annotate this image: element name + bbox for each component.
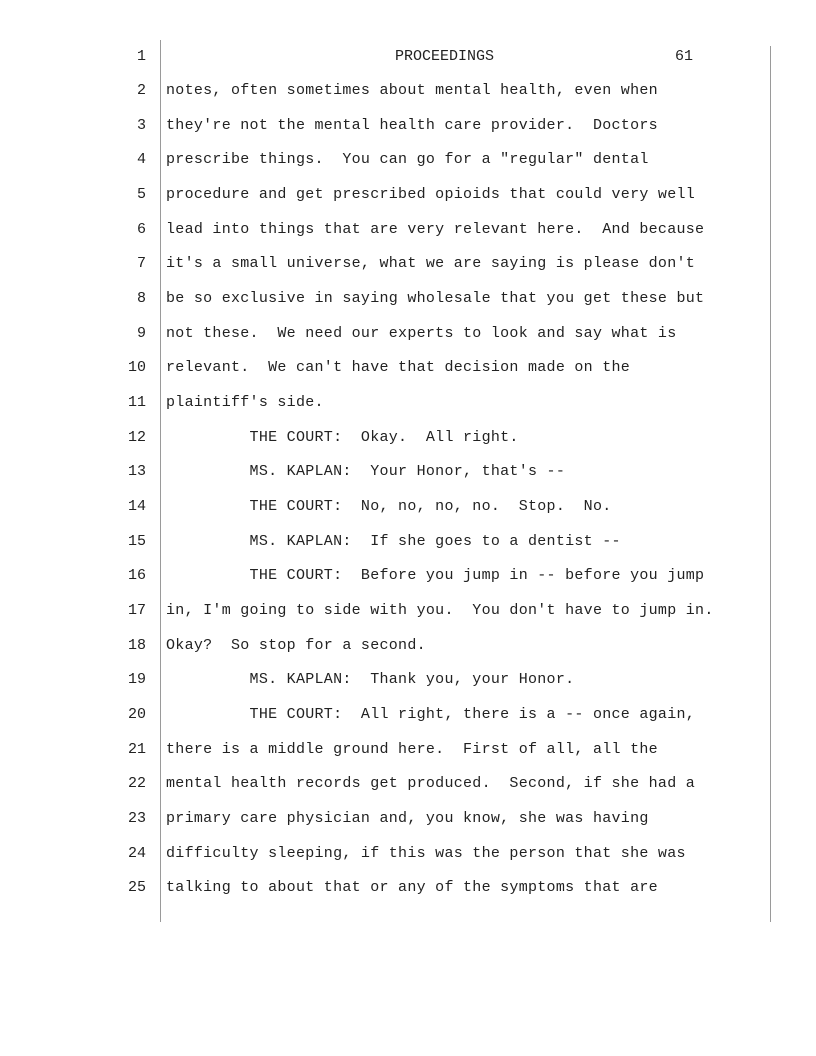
line-text: THE COURT: No, no, no, no. Stop. No. xyxy=(166,498,612,515)
line-number: 15 xyxy=(127,533,146,550)
line-number: 19 xyxy=(127,671,146,688)
page-header-title: PROCEEDINGS xyxy=(395,48,495,65)
line-text: lead into things that are very relevant here. And because xyxy=(166,221,705,238)
transcript-line-6 xyxy=(0,220,816,254)
line-number: 22 xyxy=(127,775,146,792)
transcript-line-13 xyxy=(0,462,816,496)
line-text: it's a small universe, what we are saying is please don't xyxy=(166,255,696,272)
line-number: 8 xyxy=(136,290,146,307)
line-number: 24 xyxy=(127,845,146,862)
line-text: THE COURT: Okay. All right. xyxy=(166,429,519,446)
line-text: notes, often sometimes about mental health, even when xyxy=(166,82,658,99)
line-number: 10 xyxy=(127,359,146,376)
line-number: 6 xyxy=(136,221,146,238)
line-text: plaintiff's side. xyxy=(166,394,324,411)
line-number: 20 xyxy=(127,706,146,723)
line-text: MS. KAPLAN: Your Honor, that's -- xyxy=(166,463,566,480)
line-text: in, I'm going to side with you. You don't have to jump in. xyxy=(166,602,714,619)
line-number: 16 xyxy=(127,567,146,584)
line-text: relevant. We can't have that decision made on the xyxy=(166,359,631,376)
transcript-line-18 xyxy=(0,636,816,670)
transcript-line-1 xyxy=(0,47,816,81)
line-text: prescribe things. You can go for a "regular" dental xyxy=(166,151,649,168)
transcript-line-4 xyxy=(0,150,816,184)
transcript-line-16 xyxy=(0,566,816,600)
transcript-line-11 xyxy=(0,393,816,427)
line-number: 25 xyxy=(127,879,146,896)
line-number: 17 xyxy=(127,602,146,619)
transcript-line-25 xyxy=(0,878,816,912)
line-text: be so exclusive in saying wholesale that you get these but xyxy=(166,290,705,307)
transcript-line-20 xyxy=(0,705,816,739)
line-text: mental health records get produced. Second, if she had a xyxy=(166,775,696,792)
transcript-line-24 xyxy=(0,844,816,878)
line-text: Okay? So stop for a second. xyxy=(166,637,426,654)
line-number: 2 xyxy=(136,82,146,99)
line-number: 3 xyxy=(136,117,146,134)
line-text: they're not the mental health care provider. Doctors xyxy=(166,117,658,134)
transcript-line-5 xyxy=(0,185,816,219)
line-number: 18 xyxy=(127,637,146,654)
transcript-line-22 xyxy=(0,774,816,808)
line-text: THE COURT: All right, there is a -- once again, xyxy=(166,706,696,723)
line-text: MS. KAPLAN: If she goes to a dentist -- xyxy=(166,533,621,550)
line-text: not these. We need our experts to look and say what is xyxy=(166,325,677,342)
line-number: 11 xyxy=(127,394,146,411)
line-number: 14 xyxy=(127,498,146,515)
transcript-line-7 xyxy=(0,254,816,288)
line-number: 21 xyxy=(127,741,146,758)
line-text: MS. KAPLAN: Thank you, your Honor. xyxy=(166,671,575,688)
line-number: 13 xyxy=(127,463,146,480)
transcript-line-17 xyxy=(0,601,816,635)
transcript-line-12 xyxy=(0,428,816,462)
line-number: 23 xyxy=(127,810,146,827)
transcript-line-19 xyxy=(0,670,816,704)
line-number: 9 xyxy=(136,325,146,342)
transcript-line-15 xyxy=(0,532,816,566)
transcript-line-23 xyxy=(0,809,816,843)
transcript-line-10 xyxy=(0,358,816,392)
transcript-line-2 xyxy=(0,81,816,115)
line-text: procedure and get prescribed opioids that could very well xyxy=(166,186,696,203)
line-number: 4 xyxy=(136,151,146,168)
line-number: 5 xyxy=(136,186,146,203)
line-number: 12 xyxy=(127,429,146,446)
line-text: primary care physician and, you know, she was having xyxy=(166,810,649,827)
page-number: 61 xyxy=(675,48,694,65)
transcript-line-21 xyxy=(0,740,816,774)
line-text: there is a middle ground here. First of all, all the xyxy=(166,741,658,758)
transcript-line-8 xyxy=(0,289,816,323)
line-text: THE COURT: Before you jump in -- before you jump xyxy=(166,567,705,584)
line-text: talking to about that or any of the symptoms that are xyxy=(166,879,658,896)
transcript-line-9 xyxy=(0,324,816,358)
transcript-line-14 xyxy=(0,497,816,531)
line-text: difficulty sleeping, if this was the person that she was xyxy=(166,845,686,862)
line-number: 7 xyxy=(136,255,146,272)
transcript-line-3 xyxy=(0,116,816,150)
line-number: 1 xyxy=(136,48,146,65)
